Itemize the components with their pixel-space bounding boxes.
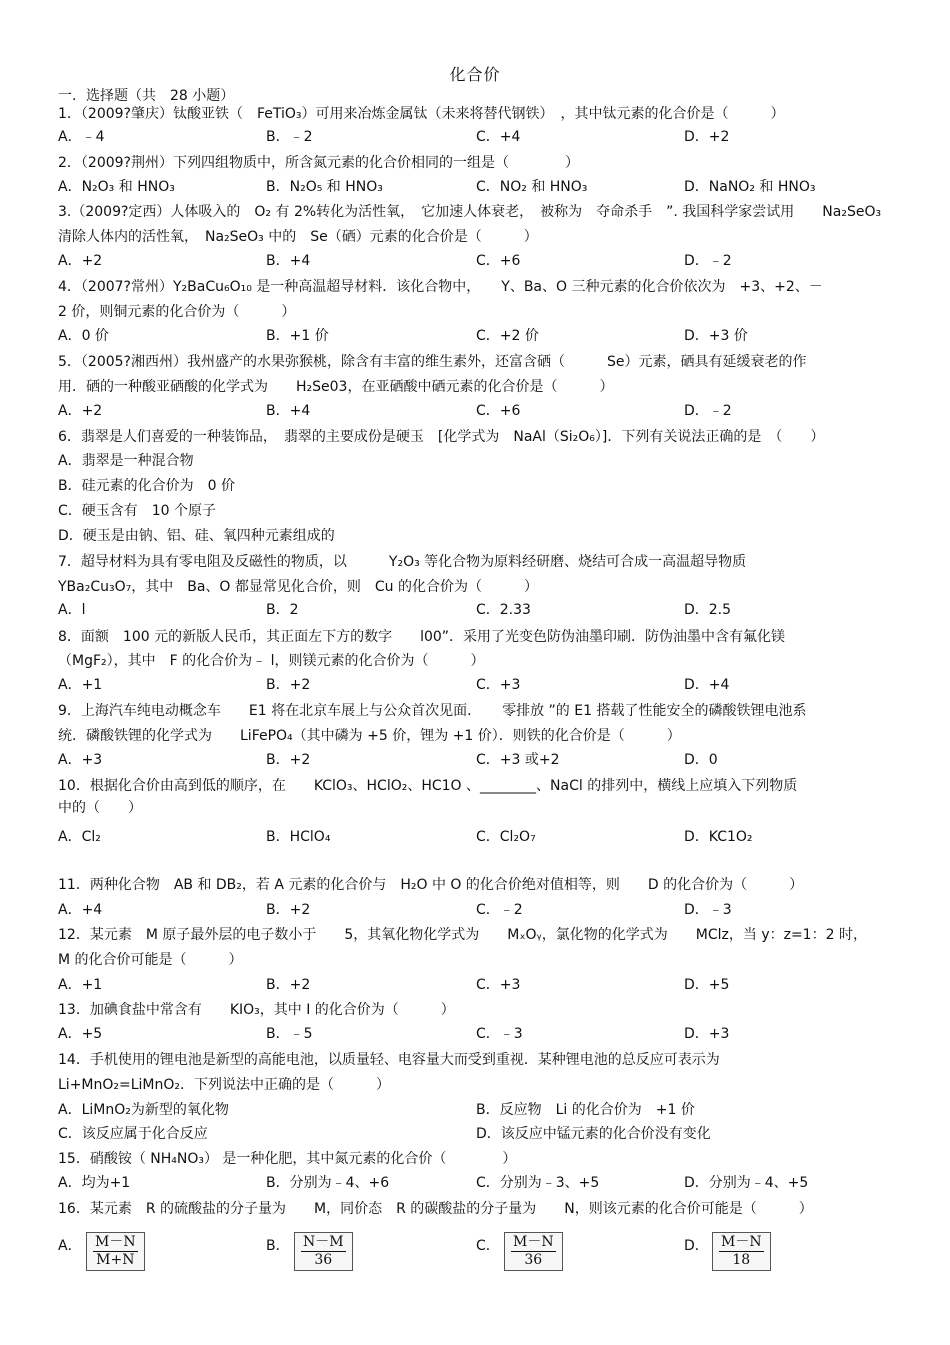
option-c: C．+3 [476, 977, 521, 993]
option-b: B．分别为﹣4、+6 [266, 1175, 390, 1191]
option-line: B．硅元素的化合价为 0 价 [58, 478, 235, 494]
fraction-numerator: N－M [303, 1234, 344, 1250]
question-text: 统．磷酸铁锂的化学式为 LiFePO₄（其中磷为 +5 价，锂为 +1 价）．则铁的化合价是（ ） [58, 728, 681, 744]
option-c: C．分别为﹣3、+5 [476, 1175, 600, 1191]
fraction-image [294, 1232, 353, 1271]
question-text: 用．硒的一种酸亚硒酸的化学式为 H₂Se03，在亚硒酸中硒元素的化合价是（ ） [58, 379, 614, 395]
fraction-image [86, 1232, 145, 1271]
option-b: B．HClO₄ [266, 829, 331, 845]
fraction-numerator: M－N [95, 1234, 136, 1250]
option-a: A．﹣4 [58, 129, 105, 145]
option-label: C． [476, 1238, 500, 1254]
option-a: A．+2 [58, 253, 103, 269]
fraction-image [504, 1232, 563, 1271]
option-c: C．NO₂ 和 HNO₃ [476, 179, 588, 195]
fraction-denominator: M+N [96, 1252, 135, 1268]
question-text: 5．（2005?湘西州）我州盛产的水果弥猴桃，除含有丰富的维生素外，还富含硒（ Se）元素，硒具有延缓衰老的作 [58, 354, 807, 370]
option-a: A．+1 [58, 977, 103, 993]
option-c: C．﹣2 [476, 902, 523, 918]
option-d: D．+2 [684, 129, 730, 145]
option-label: B． [266, 1238, 290, 1254]
option-d: D．+3 [684, 1026, 730, 1042]
option-b: B．N₂O₅ 和 HNO₃ [266, 179, 383, 195]
option-a: A．Cl₂ [58, 829, 101, 845]
option-right: B．反应物 Li 的化合价为 +1 价 [476, 1102, 695, 1118]
option-d: D．+3 价 [684, 328, 748, 344]
question-text: 8．面额 100 元的新版人民币，其正面左下方的数字 l00”．采用了光变色防伪油墨印刷．防伪油墨中含有氟化镁 [58, 629, 786, 645]
fraction-numerator: M－N [513, 1234, 554, 1250]
option-d: D．分别为﹣4、+5 [684, 1175, 809, 1191]
fraction-numerator: M－N [721, 1234, 762, 1250]
option-a: A．l [58, 602, 86, 618]
option-d: D．﹣3 [684, 902, 732, 918]
option-c: C．+3 或+2 [476, 752, 560, 768]
question-text: 4．（2007?常州）Y₂BaCu₆O₁₀ 是一种高温超导材料．该化合物中， Y、Ba、O 三种元素的化合价依次为 +3、+2、－ [58, 279, 823, 295]
option-line: A．翡翠是一种混合物 [58, 453, 194, 469]
option-label: D． [684, 1238, 709, 1254]
option-b: B．+2 [266, 902, 311, 918]
fraction-image [712, 1232, 771, 1271]
option-c: C．+4 [476, 129, 521, 145]
question-text: 1．（2009?肇庆）钛酸亚铁（ FeTiO₃）可用来冶炼金属钛（未来将替代钢铁） ，其中钛元素的化合价是（ ） [58, 106, 785, 122]
option-d: D．﹣2 [684, 253, 732, 269]
question-text: 14．手机使用的锂电池是新型的高能电池，以质量轻、电容量大而受到重视．某种锂电池的总反应可表示为 [58, 1052, 720, 1068]
option-b: B．+1 价 [266, 328, 329, 344]
option-a: A．+5 [58, 1026, 103, 1042]
question-text: Li+MnO₂=LiMnO₂．下列说法中正确的是（ ） [58, 1077, 391, 1093]
question-text: 3.（2009?定西）人体吸入的 O₂ 有 2%转化为活性氧， 它加速人体衰老， 被称为 夺命杀手 ”. 我国科学家尝试用 Na₂SeO₃ [58, 204, 882, 220]
option-left: A．LiMnO₂为新型的氧化物 [58, 1102, 229, 1118]
option-right: D．该反应中锰元素的化合价没有变化 [476, 1126, 711, 1142]
question-text: 7．超导材料为具有零电阻及反磁性的物质，以 Y₂O₃ 等化合物为原料经研磨、烧结可合成一高温超导物质 [58, 554, 747, 570]
option-a: A．0 价 [58, 328, 109, 344]
question-text: 12．某元素 M 原子最外层的电子数小于 5，其氧化物化学式为 MₓOᵧ，氯化物的化学式为 MClz，当 y：z=1：2 时， [58, 927, 867, 943]
option-b: B．+2 [266, 752, 311, 768]
option-a: A．+2 [58, 403, 103, 419]
option-b: B．+2 [266, 677, 311, 693]
option-b: B．﹣2 [266, 129, 313, 145]
question-text: YBa₂Cu₃O₇，其中 Ba、O 都显常见化合价，则 Cu 的化合价为（ ） [58, 579, 538, 595]
question-text: 11．两种化合物 AB 和 DB₂，若 A 元素的化合价与 H₂O 中 O 的化合价绝对值相等，则 D 的化合价为（ ） [58, 877, 804, 893]
question-text: 2 价，则铜元素的化合价为（ ） [58, 304, 296, 320]
option-c: C．+6 [476, 253, 521, 269]
question-text: 9．上海汽车纯电动概念车 E1 将在北京车展上与公众首次见面． 零排放 ”的 E1 搭载了性能安全的磷酸铁锂电池系 [58, 703, 807, 719]
question-text: 清除人体内的活性氧， Na₂SeO₃ 中的 Se（硒）元素的化合价是（ ） [58, 229, 538, 245]
question-text: M 的化合价可能是（ ） [58, 952, 243, 968]
option-a: A．+4 [58, 902, 103, 918]
question-text: （MgF₂），其中 F 的化合价为﹣ l，则镁元素的化合价为（ ） [58, 653, 485, 669]
option-c: C．+2 价 [476, 328, 539, 344]
option-d: D．0 [684, 752, 718, 768]
option-d: D．2.5 [684, 602, 732, 618]
question-text: 中的（ ） [58, 800, 142, 816]
option-d: D．+5 [684, 977, 730, 993]
option-a: A．均为+1 [58, 1175, 131, 1191]
option-b: B．+2 [266, 977, 311, 993]
option-d: D．KC1O₂ [684, 829, 753, 845]
fraction-denominator: 36 [524, 1252, 543, 1268]
question-text: 6．翡翠是人们喜爱的一种装饰品， 翡翠的主要成份是硬玉 [化学式为 NaAl（Si₂O₆）]．下列有关说法正确的是 （ ） [58, 429, 825, 445]
option-c: C．Cl₂O₇ [476, 829, 536, 845]
option-a: A．N₂O₃ 和 HNO₃ [58, 179, 175, 195]
question-text: 10．根据化合价由高到低的顺序，在 KClO₃、HClO₂、HC1O 、________、NaCl 的排列中，横线上应填入下列物质 [58, 778, 798, 794]
question-text: 16．某元素 R 的硫酸盐的分子量为 M，同价态 R 的碳酸盐的分子量为 N，则该元素的化合价可能是（ ） [58, 1201, 813, 1217]
fraction-denominator: 18 [732, 1252, 751, 1268]
option-line: D．硬玉是由钠、铝、硅、氧四种元素组成的 [58, 528, 335, 544]
option-a: A．+3 [58, 752, 103, 768]
option-line: C．硬玉含有 10 个原子 [58, 503, 217, 519]
question-text: 2．（2009?荆州）下列四组物质中，所含氮元素的化合价相同的一组是（ ） [58, 155, 579, 171]
option-d: D．﹣2 [684, 403, 732, 419]
section-heading: 一．选择题（共 28 小题） [58, 88, 235, 104]
option-label: A． [58, 1238, 82, 1254]
question-text: 13．加碘食盐中常含有 KIO₃，其中 I 的化合价为（ ） [58, 1002, 455, 1018]
fraction-denominator: 36 [314, 1252, 333, 1268]
option-d: D．+4 [684, 677, 730, 693]
option-c: C．+3 [476, 677, 521, 693]
option-c: C．﹣3 [476, 1026, 523, 1042]
option-left: C．该反应属于化合反应 [58, 1126, 208, 1142]
option-c: C．+6 [476, 403, 521, 419]
option-c: C．2.33 [476, 602, 531, 618]
option-b: B．+4 [266, 253, 311, 269]
page-title: 化合价 [449, 65, 501, 84]
option-a: A．+1 [58, 677, 103, 693]
option-b: B．﹣5 [266, 1026, 313, 1042]
option-b: B．2 [266, 602, 299, 618]
option-b: B．+4 [266, 403, 311, 419]
option-d: D．NaNO₂ 和 HNO₃ [684, 179, 816, 195]
question-text: 15．硝酸铵（ NH₄NO₃） 是一种化肥，其中氮元素的化合价（ ） [58, 1151, 517, 1167]
